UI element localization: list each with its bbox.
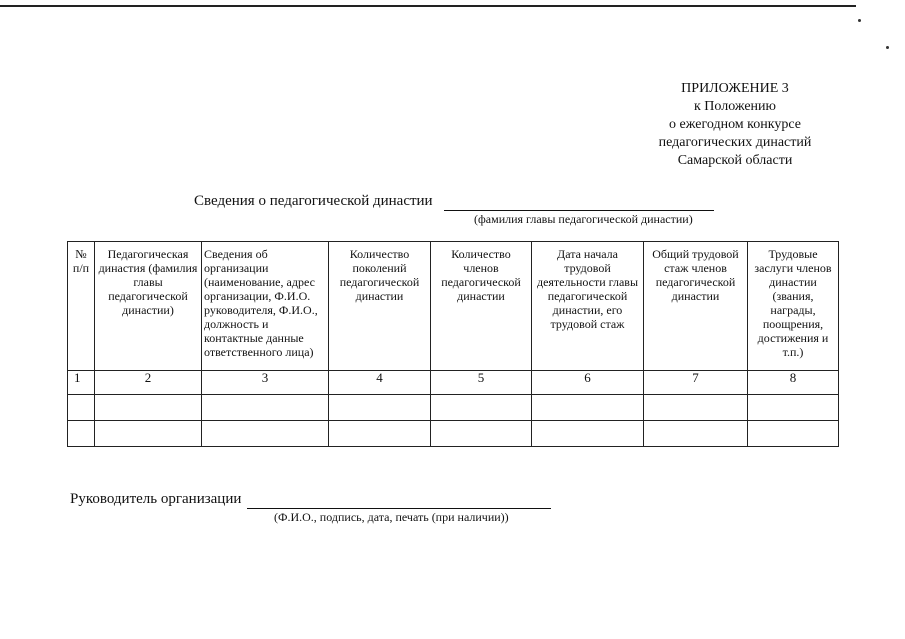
table-cell[interactable]: [748, 421, 839, 447]
form-title: Сведения о педагогической династии: [194, 193, 433, 209]
table-cell[interactable]: [644, 395, 748, 421]
dynasty-name-blank[interactable]: [444, 210, 714, 211]
header-dynasty: Педагогическая династия (фамилия главы педагогической династии): [98, 247, 198, 317]
table-cell[interactable]: [329, 395, 431, 421]
appendix-header: [600, 80, 870, 170]
table-cell[interactable]: [202, 421, 329, 447]
table-row: [68, 421, 839, 447]
column-number: 2: [95, 371, 202, 395]
table-cell[interactable]: [431, 395, 532, 421]
top-border-line: [0, 5, 856, 7]
column-number: 7: [644, 371, 748, 395]
appendix-line: ПРИЛОЖЕНИЕ 3: [681, 81, 789, 96]
header-total-experience: Общий трудовой стаж членов педагогической династии: [652, 247, 739, 303]
dynasty-name-hint: (фамилия главы педагогической династии): [474, 212, 693, 226]
table-row: [68, 395, 839, 421]
table-cell[interactable]: [68, 421, 95, 447]
table-cell[interactable]: [748, 395, 839, 421]
header-cell: [644, 242, 748, 371]
header-members: Количество членов педагогической династии: [441, 247, 521, 303]
appendix-line: Самарской области: [677, 153, 793, 168]
header-merits: Трудовые заслуги членов династии (звания, награды, поощрения, достижения и т.п.): [754, 247, 832, 359]
header-cell: [202, 242, 329, 371]
table-cell[interactable]: [95, 421, 202, 447]
table-cell[interactable]: [532, 395, 644, 421]
table-cell[interactable]: [644, 421, 748, 447]
table-cell[interactable]: [95, 395, 202, 421]
signature-blank[interactable]: [247, 508, 551, 509]
signature-label: Руководитель организации: [70, 491, 242, 507]
scan-speck: [858, 19, 861, 22]
table-cell[interactable]: [68, 395, 95, 421]
column-number: 5: [431, 371, 532, 395]
header-start-date: Дата начала трудовой деятельности главы педагогической династии, его трудовой стаж: [536, 247, 639, 331]
dynasty-table: [67, 241, 839, 447]
appendix-line: о ежегодном конкурсе: [669, 117, 801, 132]
header-cell: [748, 242, 839, 371]
column-number: 1: [68, 371, 95, 395]
header-cell: [532, 242, 644, 371]
header-cell: [329, 242, 431, 371]
column-number: 6: [532, 371, 644, 395]
header-cell: [431, 242, 532, 371]
table-cell[interactable]: [329, 421, 431, 447]
header-organization: Сведения об организации (наименование, адрес организации, Ф.И.О. руководителя, Ф.И.О., должность и контактные данные ответственного лица): [204, 247, 318, 359]
header-number: № п/п: [72, 247, 90, 275]
table-cell[interactable]: [202, 395, 329, 421]
header-cell: [95, 242, 202, 371]
table-header-row: [68, 242, 839, 371]
header-cell: [68, 242, 95, 371]
appendix-line: педагогических династий: [658, 135, 812, 150]
column-number: 4: [329, 371, 431, 395]
table-cell[interactable]: [532, 421, 644, 447]
column-number: 8: [748, 371, 839, 395]
column-number-row: [68, 371, 839, 395]
scan-speck: [886, 46, 889, 49]
table-cell[interactable]: [431, 421, 532, 447]
column-number: 3: [202, 371, 329, 395]
header-generations: Количество поколений педагогической династии: [339, 247, 420, 303]
signature-hint: (Ф.И.О., подпись, дата, печать (при наличии)): [274, 510, 509, 524]
appendix-line: к Положению: [693, 99, 776, 114]
